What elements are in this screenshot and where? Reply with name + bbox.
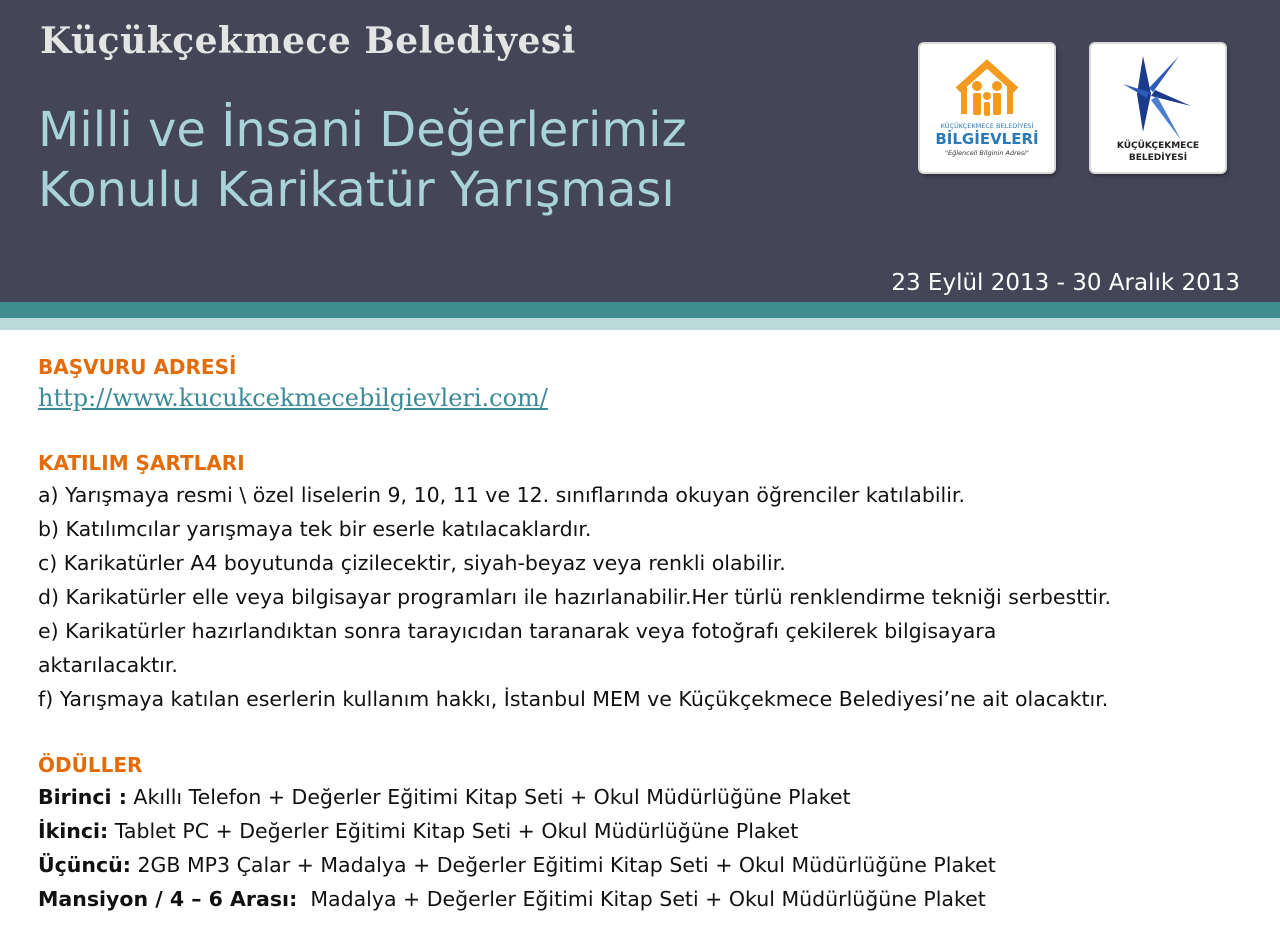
condition-item-b: b) Katılımcılar yarışmaya tek bir eserle katılacaklardır.: [38, 517, 592, 541]
award-label: Mansiyon / 4 – 6 Arası:: [38, 887, 298, 911]
condition-item-f: f) Yarışmaya katılan eserlerin kullanım hakkı, İstanbul MEM ve Küçükçekmece Belediyesi’ne ait olacaktır.: [38, 687, 1109, 711]
award-third: [38, 848, 1258, 882]
competition-dates: 23 Eylül 2013 - 30 Aralık 2013: [891, 270, 1240, 296]
page-title: [38, 100, 687, 220]
award-label: Birinci :: [38, 785, 127, 809]
award-text: Akıllı Telefon + Değerler Eğitimi Kitap Seti + Okul Müdürlüğüne Plaket: [126, 785, 851, 809]
award-label: İkinci:: [38, 819, 109, 843]
header-banner: [0, 0, 1280, 302]
belediye-logo-line1: KÜÇÜKÇEKMECE: [1116, 141, 1200, 151]
award-text: Tablet PC + Değerler Eğitimi Kitap Seti + Okul Müdürlüğüne Plaket: [108, 819, 799, 843]
spacer: [38, 414, 1258, 448]
header-divider-dark: [0, 302, 1280, 318]
application-heading: BAŞVURU ADRESİ: [38, 355, 237, 379]
condition-item-c: c) Karikatürler A4 boyutunda çizilecektir, siyah-beyaz veya renkli olabilir.: [38, 551, 786, 575]
award-honorable-mention: [38, 882, 1258, 916]
spacer: [38, 716, 1258, 750]
bilgievleri-logo: [920, 44, 1054, 172]
conditions-heading: KATILIM ŞARTLARI: [38, 451, 245, 475]
application-url-link[interactable]: http://www.kucukcekmecebilgievleri.com/: [38, 384, 548, 412]
bilgievleri-logo-line1: KÜÇÜKÇEKMECE BELEDİYESİ: [940, 122, 1034, 130]
awards-heading: ÖDÜLLER: [38, 753, 143, 777]
condition-item-e: e) Karikatürler hazırlandıktan sonra tarayıcıdan taranarak veya fotoğrafı çekilerek bilgisayara aktarılacaktır.: [38, 619, 997, 677]
organization-name: Küçükçekmece Belediyesi: [40, 20, 576, 62]
bilgievleri-logo-line3: "Eğlenceli Bilginin Adresi": [945, 149, 1029, 157]
header-divider-light: [0, 318, 1280, 330]
belediye-logo-line2: BELEDİYESİ: [1128, 153, 1188, 163]
bilgievleri-logo-line2: BİLGİEVLERİ: [935, 130, 1039, 148]
award-label: Üçüncü:: [38, 853, 131, 877]
award-second: [38, 814, 1258, 848]
award-first: [38, 780, 1258, 814]
condition-item-a: a) Yarışmaya resmi \ özel liselerin 9, 10, 11 ve 12. sınıflarında okuyan öğrenciler katılabilir.: [38, 483, 965, 507]
condition-item-d: d) Karikatürler elle veya bilgisayar programları ile hazırlanabilir.Her türlü renklendirme tekniği serbesttir.: [38, 585, 1112, 609]
main-content: [38, 352, 1258, 916]
award-text: Madalya + Değerler Eğitimi Kitap Seti + Okul Müdürlüğüne Plaket: [297, 887, 986, 911]
title-line-2: Konulu Karikatür Yarışması: [38, 162, 675, 218]
belediye-logo: [1091, 44, 1225, 172]
award-text: 2GB MP3 Çalar + Madalya + Değerler Eğitimi Kitap Seti + Okul Müdürlüğüne Plaket: [130, 853, 996, 877]
title-line-1: Milli ve İnsani Değerlerimiz: [38, 102, 687, 158]
